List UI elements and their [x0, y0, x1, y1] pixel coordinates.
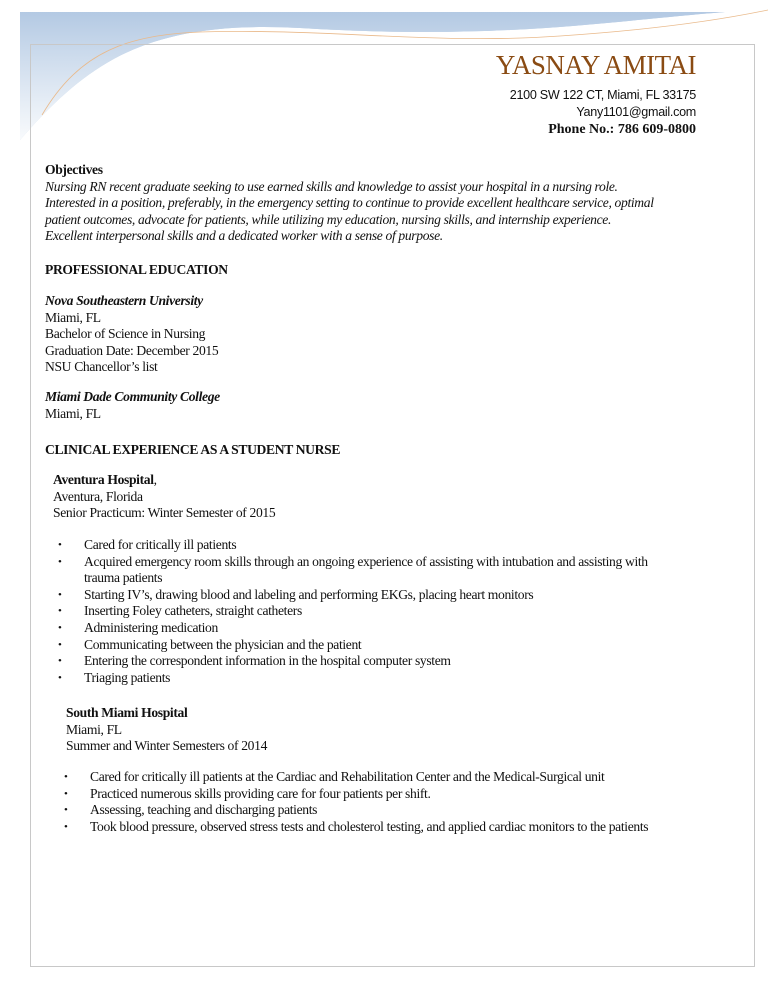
email: Yany1101@gmail.com	[576, 105, 696, 119]
site-south-miami	[66, 705, 267, 755]
list-item-continuation	[84, 570, 648, 587]
phone: Phone No.: 786 609-0800	[548, 122, 696, 137]
bullet-icon: •	[58, 555, 62, 568]
bullet-icon: •	[64, 820, 68, 833]
list-item	[64, 785, 648, 803]
site-detail: Senior Practicum: Winter Semester of 2015	[53, 505, 276, 521]
bullet-icon: •	[64, 804, 68, 817]
school-detail: Miami, FL	[45, 309, 101, 325]
site-name-suffix: ,	[153, 472, 157, 487]
list-item	[58, 553, 648, 571]
address: 2100 SW 122 CT, Miami, FL 33175	[509, 88, 696, 102]
duty-text: Triaging patients	[84, 669, 171, 685]
list-item	[58, 603, 648, 620]
school-name: Nova Southeastern University	[45, 293, 203, 308]
south-miami-duties	[64, 769, 649, 835]
bullet-icon: •	[58, 588, 62, 601]
site-detail: Miami, FL	[66, 721, 122, 737]
site-detail: Summer and Winter Semesters of 2014	[66, 738, 268, 754]
school-detail: NSU Chancellor’s list	[45, 359, 158, 375]
duty-text: Took blood pressure, observed stress tests and cholesterol testing, and applied cardiac monitors to the patients	[90, 818, 649, 834]
list-item	[58, 586, 648, 604]
school-detail: Miami, FL	[45, 405, 101, 421]
duty-text: Cared for critically ill patients	[84, 537, 237, 552]
bullet-icon: •	[58, 539, 62, 551]
objective-line: Interested in a position, preferably, in the emergency setting to continue to provide excellent healthcare service, optimal	[45, 195, 654, 211]
school-detail: Graduation Date: December 2015	[45, 342, 219, 358]
duty-text: Communicating between the physician and the patient	[84, 636, 362, 652]
site-name: Aventura Hospital	[53, 472, 154, 487]
clinical-heading: CLINICAL EXPERIENCE AS A STUDENT NURSE	[45, 442, 341, 457]
duty-text: Acquired emergency room skills through an ongoing experience of assisting with intubation and assisting with	[84, 553, 648, 569]
list-item	[58, 537, 648, 554]
bullet-icon: •	[64, 787, 68, 800]
bullet-icon: •	[58, 638, 62, 651]
education-heading: PROFESSIONAL EDUCATION	[45, 262, 228, 277]
list-item	[64, 802, 648, 819]
objectives-heading: Objectives	[45, 162, 103, 177]
duty-text: Administering medication	[84, 619, 218, 635]
duty-text: Entering the correspondent information in the hospital computer system	[84, 653, 451, 669]
duty-text: Cared for critically ill patients at the Cardiac and Rehabilitation Center and the Medical-Surgical unit	[90, 769, 605, 784]
site-name: South Miami Hospital	[66, 705, 188, 720]
list-item	[58, 653, 648, 670]
list-item	[58, 669, 648, 687]
list-item	[64, 818, 649, 836]
objective-line: patient outcomes, advocate for patients, while utilizing my education, nursing skills, and internship experience.	[45, 211, 612, 227]
bullet-icon: •	[58, 671, 62, 684]
list-item	[58, 619, 648, 637]
duty-text: Assessing, teaching and discharging patients	[90, 802, 318, 818]
bullet-icon: •	[64, 771, 68, 783]
bullet-icon: •	[58, 605, 62, 618]
aventura-duties	[58, 537, 648, 686]
school-nova	[45, 293, 218, 376]
objective-line: Nursing RN recent graduate seeking to use earned skills and knowledge to assist your hospital in a nursing role.	[45, 178, 618, 194]
site-aventura	[53, 472, 275, 522]
duty-text: Practiced numerous skills providing care for four patients per shift.	[90, 785, 431, 801]
candidate-name: YASNAY AMITAI	[495, 50, 696, 80]
bullet-icon: •	[58, 655, 62, 668]
bullet-icon: •	[58, 621, 62, 634]
school-name: Miami Dade Community College	[45, 389, 220, 404]
school-detail: Bachelor of Science in Nursing	[45, 326, 206, 342]
duty-text: trauma patients	[84, 570, 163, 586]
objective-line: Excellent interpersonal skills and a dedicated worker with a sense of purpose.	[45, 228, 443, 244]
objectives-section	[45, 162, 654, 245]
site-detail: Aventura, Florida	[53, 488, 143, 504]
duty-text: Inserting Foley catheters, straight catheters	[84, 603, 302, 619]
school-miami-dade	[45, 389, 220, 422]
duty-text: Starting IV’s, drawing blood and labeling and performing EKGs, placing heart monitors	[84, 586, 534, 602]
list-item	[64, 769, 648, 786]
list-item	[58, 636, 648, 654]
